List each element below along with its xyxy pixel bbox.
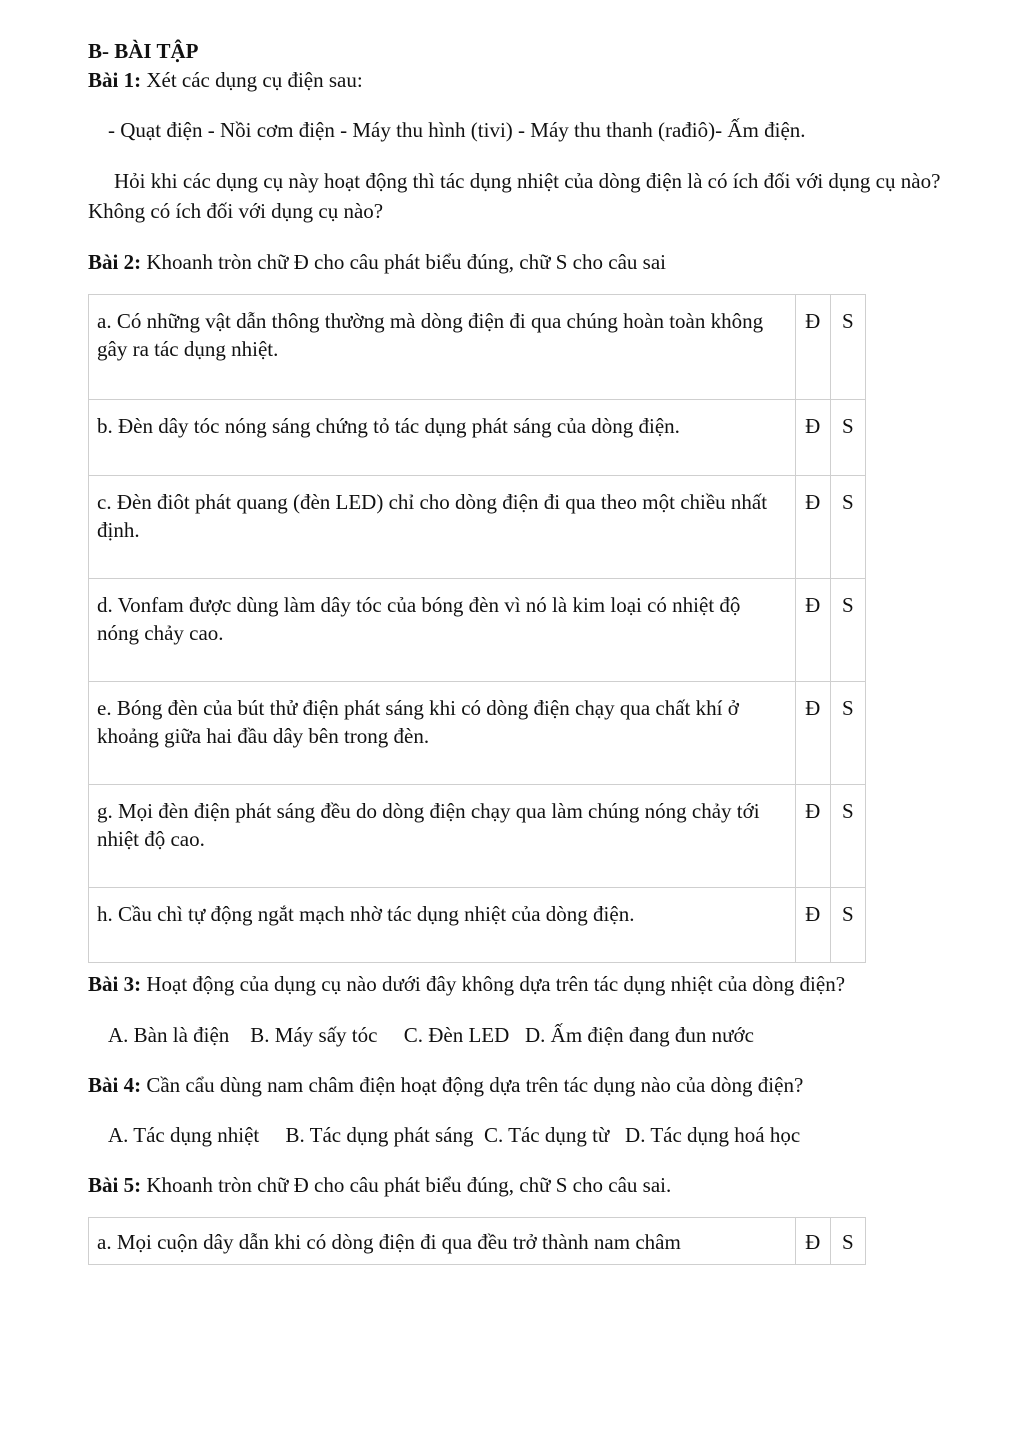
table-row <box>89 579 866 682</box>
statement-cell: e. Bóng đèn của bút thử điện phát sáng khi có dòng điện chạy qua chất khí ở khoảng giữa hai đầu dây bên trong đèn. <box>89 682 796 785</box>
table-row <box>89 1218 866 1265</box>
bai1-device-list: - Quạt điện - Nồi cơm điện - Máy thu hình (tivi) - Máy thu thanh (rađiô)- Ấm điện. <box>108 118 806 142</box>
table-row <box>89 682 866 785</box>
bai4-answer-options: A. Tác dụng nhiệt B. Tác dụng phát sáng C. Tác dụng từ D. Tác dụng hoá học <box>108 1123 801 1147</box>
bai4-heading <box>88 1071 948 1099</box>
bai3-answer-options: A. Bàn là điện B. Máy sấy tóc C. Đèn LED D. Ấm điện đang đun nước <box>108 1023 754 1047</box>
false-option[interactable]: S <box>830 888 865 963</box>
true-option[interactable]: Đ <box>795 295 830 400</box>
statement-cell: a. Có những vật dẫn thông thường mà dòng điện đi qua chúng hoàn toàn không gây ra tác dụng nhiệt. <box>89 295 796 400</box>
table-row <box>89 476 866 579</box>
bai1-text: Xét các dụng cụ điện sau: <box>141 68 363 92</box>
statement-cell: d. Vonfam được dùng làm dây tóc của bóng đèn vì nó là kim loại có nhiệt độ nóng chảy cao. <box>89 579 796 682</box>
bai5-true-false-table <box>88 1217 866 1265</box>
bai4-label: Bài 4: <box>88 1073 142 1097</box>
bai1-heading <box>88 66 948 94</box>
section-title: B- BÀI TẬP <box>88 39 199 63</box>
statement-cell: g. Mọi đèn điện phát sáng đều do dòng điện chạy qua làm chúng nóng chảy tới nhiệt độ cao. <box>89 785 796 888</box>
false-option[interactable]: S <box>830 1218 865 1265</box>
bai2-label: Bài 2: <box>88 250 142 274</box>
statement-cell: b. Đèn dây tóc nóng sáng chứng tỏ tác dụng phát sáng của dòng điện. <box>89 400 796 476</box>
bai5-heading <box>88 1171 948 1199</box>
true-option[interactable]: Đ <box>795 682 830 785</box>
true-option[interactable]: Đ <box>795 579 830 682</box>
false-option[interactable]: S <box>830 295 865 400</box>
table-row <box>89 888 866 963</box>
true-option[interactable]: Đ <box>795 785 830 888</box>
bai3-heading <box>88 969 948 999</box>
bai2-true-false-table <box>88 294 866 963</box>
table-row <box>89 785 866 888</box>
table-row <box>89 295 866 400</box>
false-option[interactable]: S <box>830 400 865 476</box>
bai2-heading <box>88 248 948 276</box>
bai5-text: Khoanh tròn chữ Đ cho câu phát biểu đúng, chữ S cho câu sai. <box>141 1173 672 1197</box>
false-option[interactable]: S <box>830 476 865 579</box>
table-row <box>89 400 866 476</box>
bai5-label: Bài 5: <box>88 1173 142 1197</box>
statement-cell: h. Cầu chì tự động ngắt mạch nhờ tác dụng nhiệt của dòng điện. <box>89 888 796 963</box>
statement-cell: c. Đèn điôt phát quang (đèn LED) chỉ cho dòng điện đi qua theo một chiều nhất định. <box>89 476 796 579</box>
false-option[interactable]: S <box>830 785 865 888</box>
true-option[interactable]: Đ <box>795 400 830 476</box>
false-option[interactable]: S <box>830 682 865 785</box>
bai3-label: Bài 3: <box>88 972 142 996</box>
true-option[interactable]: Đ <box>795 888 830 963</box>
bai2-text: Khoanh tròn chữ Đ cho câu phát biểu đúng, chữ S cho câu sai <box>141 250 666 274</box>
bai1-label: Bài 1: <box>88 68 142 92</box>
true-option[interactable]: Đ <box>795 1218 830 1265</box>
worksheet-page <box>88 36 948 1265</box>
bai4-text: Cần cẩu dùng nam châm điện hoạt động dựa trên tác dụng nào của dòng điện? <box>141 1073 804 1097</box>
statement-cell: a. Mọi cuộn dây dẫn khi có dòng điện đi qua đều trở thành nam châm <box>89 1218 796 1265</box>
bai1-question: Hỏi khi các dụng cụ này hoạt động thì tác dụng nhiệt của dòng điện là có ích đối với dụng cụ nào? Không có ích đối với dụng cụ nào? <box>88 169 941 223</box>
true-option[interactable]: Đ <box>795 476 830 579</box>
bai3-text: Hoạt động của dụng cụ nào dưới đây không dựa trên tác dụng nhiệt của dòng điện? <box>141 972 846 996</box>
false-option[interactable]: S <box>830 579 865 682</box>
